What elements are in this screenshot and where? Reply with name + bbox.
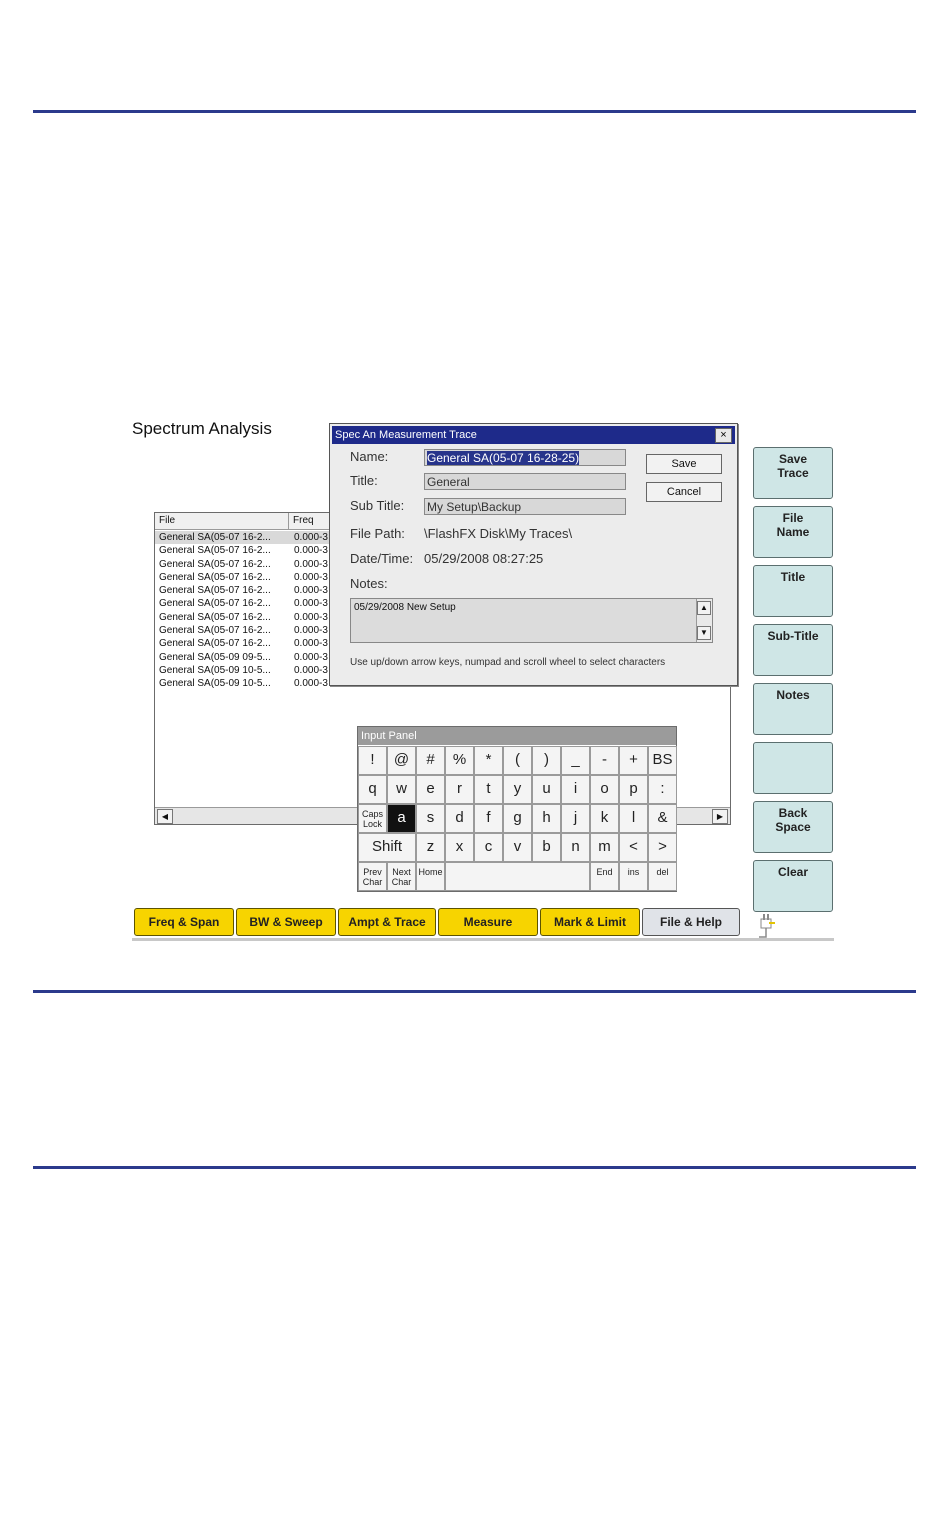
dialog-titlebar [332, 426, 735, 444]
title-label: Title: [350, 473, 378, 488]
key-space[interactable] [445, 862, 590, 891]
file-name-cell: General SA(05-07 16-2... [159, 585, 271, 597]
app-title: Spectrum Analysis [132, 419, 272, 438]
close-icon[interactable]: × [715, 428, 732, 443]
key-:[interactable]: : [648, 775, 677, 804]
tab-file-and-help[interactable]: File & Help [642, 908, 740, 936]
freq-cell: 0.000-3 [294, 678, 328, 690]
softkey-sub-title[interactable] [753, 624, 833, 676]
freq-cell: 0.000-3 [294, 651, 328, 663]
key-t[interactable]: t [474, 775, 503, 804]
name-field[interactable] [424, 449, 626, 466]
softkey-label-line2: Trace [777, 466, 809, 480]
tab-mark-and-limit[interactable]: Mark & Limit [540, 908, 640, 936]
key-k[interactable]: k [590, 804, 619, 833]
top-divider [33, 110, 916, 113]
key-h[interactable]: h [532, 804, 561, 833]
key->[interactable]: > [648, 833, 677, 862]
scroll-left-icon[interactable]: ◀ [157, 809, 173, 824]
file-name-cell: General SA(05-07 16-2... [159, 532, 271, 543]
key-l[interactable]: l [619, 804, 648, 833]
key-m[interactable]: m [590, 833, 619, 862]
key-shift[interactable]: Shift [358, 833, 416, 862]
name-value: General SA(05-07 16-28-25) [427, 451, 580, 465]
tab-freq-and-span[interactable]: Freq & Span [134, 908, 234, 936]
key-+[interactable]: + [619, 746, 648, 775]
key-prev-char[interactable]: Prev Char [358, 862, 387, 891]
key-end[interactable]: End [590, 862, 619, 891]
dialog-title: Spec An Measurement Trace [335, 429, 477, 441]
softkey-notes[interactable] [753, 683, 833, 735]
notes-textarea[interactable] [350, 598, 713, 643]
softkey-file-name[interactable] [753, 506, 833, 558]
cancel-button[interactable]: Cancel [646, 482, 722, 502]
save-button[interactable]: Save [646, 454, 722, 474]
instruction-hint: Use up/down arrow keys, numpad and scroll wheel to select characters [350, 657, 666, 668]
key-ins[interactable]: ins [619, 862, 648, 891]
key-d[interactable]: d [445, 804, 474, 833]
key-_[interactable]: _ [561, 746, 590, 775]
key-z[interactable]: z [416, 833, 445, 862]
key-bs[interactable]: BS [648, 746, 677, 775]
input-panel-title: Input Panel [358, 727, 676, 745]
freq-cell: 0.000-3 [294, 598, 328, 610]
key-#[interactable]: # [416, 746, 445, 775]
key-%[interactable]: % [445, 746, 474, 775]
file-name-cell: General SA(05-07 16-2... [159, 625, 271, 637]
softkey-label-line1: Clear [777, 865, 809, 879]
key-y[interactable]: y [503, 775, 532, 804]
softkey-back-space[interactable] [753, 801, 833, 853]
key-f[interactable]: f [474, 804, 503, 833]
file-name-cell: General SA(05-07 16-2... [159, 571, 271, 583]
key-)[interactable]: ) [532, 746, 561, 775]
input-panel [357, 726, 677, 892]
key-home[interactable]: Home [416, 862, 445, 891]
key-j[interactable]: j [561, 804, 590, 833]
key-x[interactable]: x [445, 833, 474, 862]
notes-scrollbar[interactable] [696, 599, 712, 642]
key-g[interactable]: g [503, 804, 532, 833]
freq-cell: 0.000-3 [294, 625, 328, 637]
key-s[interactable]: s [416, 804, 445, 833]
datetime-label: Date/Time: [350, 551, 414, 566]
key-&[interactable]: & [648, 804, 677, 833]
key-v[interactable]: v [503, 833, 532, 862]
softkey-clear[interactable] [753, 860, 833, 912]
middle-divider [33, 990, 916, 993]
key-q[interactable]: q [358, 775, 387, 804]
freq-cell: 0.000-3 [294, 664, 328, 676]
freq-cell: 0.000-3 [294, 585, 328, 597]
filepath-label: File Path: [350, 526, 405, 541]
softkey-label-line1: Sub-Title [767, 629, 819, 643]
freq-cell: 0.000-3 [294, 558, 328, 570]
file-name-cell: General SA(05-09 10-5... [159, 664, 271, 676]
subtitle-label: Sub Title: [350, 498, 405, 513]
key--[interactable]: - [590, 746, 619, 775]
key-*[interactable]: * [474, 746, 503, 775]
bottom-divider [33, 1166, 916, 1169]
softkey-save-trace[interactable] [753, 447, 833, 499]
softkey-label-line1: Back [778, 806, 808, 820]
key-i[interactable]: i [561, 775, 590, 804]
softkey-blank[interactable] [753, 742, 833, 794]
softkey-label-line2: Space [775, 820, 811, 834]
key-w[interactable]: w [387, 775, 416, 804]
key-@[interactable]: @ [387, 746, 416, 775]
key-next-char[interactable]: Next Char [387, 862, 416, 891]
menu-tab-bar [132, 908, 834, 942]
file-name-cell: General SA(05-07 16-2... [159, 611, 271, 623]
file-name-cell: General SA(05-09 09-5... [159, 651, 271, 663]
softkey-label-line1: Title [780, 570, 806, 584]
tab-bw-and-sweep[interactable]: BW & Sweep [236, 908, 336, 936]
key-a[interactable]: a [387, 804, 416, 833]
key-b[interactable]: b [532, 833, 561, 862]
scroll-up-icon[interactable]: ▲ [697, 601, 711, 615]
key-p[interactable]: p [619, 775, 648, 804]
title-field[interactable]: General [424, 473, 626, 490]
column-header-freq[interactable]: Freq [289, 513, 349, 529]
freq-cell: 0.000-3 [294, 571, 328, 583]
subtitle-field[interactable]: My Setup\Backup [424, 498, 626, 515]
freq-cell: 0.000-3 [294, 532, 328, 543]
key-r[interactable]: r [445, 775, 474, 804]
power-plug-icon [756, 913, 776, 939]
key-caps-lock[interactable]: Caps Lock [358, 804, 387, 833]
freq-cell: 0.000-3 [294, 611, 328, 623]
datetime-value: 05/29/2008 08:27:25 [424, 551, 544, 566]
notes-label: Notes: [350, 576, 388, 591]
file-name-cell: General SA(05-07 16-2... [159, 598, 271, 610]
tab-ampt-and-trace[interactable]: Ampt & Trace [338, 908, 436, 936]
freq-cell: 0.000-3 [294, 638, 328, 650]
file-name-cell: General SA(05-07 16-2... [159, 545, 271, 557]
softkey-label-line1: File [782, 511, 804, 525]
notes-value: 05/29/2008 New Setup [354, 602, 456, 613]
key-o[interactable]: o [590, 775, 619, 804]
softkey-label-line2: Name [776, 525, 810, 539]
column-header-file[interactable]: File [155, 513, 289, 529]
file-name-cell: General SA(05-07 16-2... [159, 558, 271, 570]
key-u[interactable]: u [532, 775, 561, 804]
filepath-value: \FlashFX Disk\My Traces\ [424, 526, 573, 541]
softkey-label-line1: Notes [776, 688, 810, 702]
measurement-trace-dialog [329, 423, 738, 686]
tab-measure[interactable]: Measure [438, 908, 538, 936]
freq-cell: 0.000-3 [294, 545, 328, 557]
key-c[interactable]: c [474, 833, 503, 862]
key-([interactable]: ( [503, 746, 532, 775]
key-e[interactable]: e [416, 775, 445, 804]
softkey-title[interactable] [753, 565, 833, 617]
scroll-down-icon[interactable]: ▼ [697, 626, 711, 640]
file-name-cell: General SA(05-07 16-2... [159, 638, 271, 650]
softkey-label-line1: Save [778, 452, 808, 466]
key-![interactable]: ! [358, 746, 387, 775]
file-name-cell: General SA(05-09 10-5... [159, 678, 271, 690]
key-n[interactable]: n [561, 833, 590, 862]
key-del[interactable]: del [648, 862, 677, 891]
scroll-right-icon[interactable]: ▶ [712, 809, 728, 824]
key-<[interactable]: < [619, 833, 648, 862]
name-label: Name: [350, 449, 389, 464]
